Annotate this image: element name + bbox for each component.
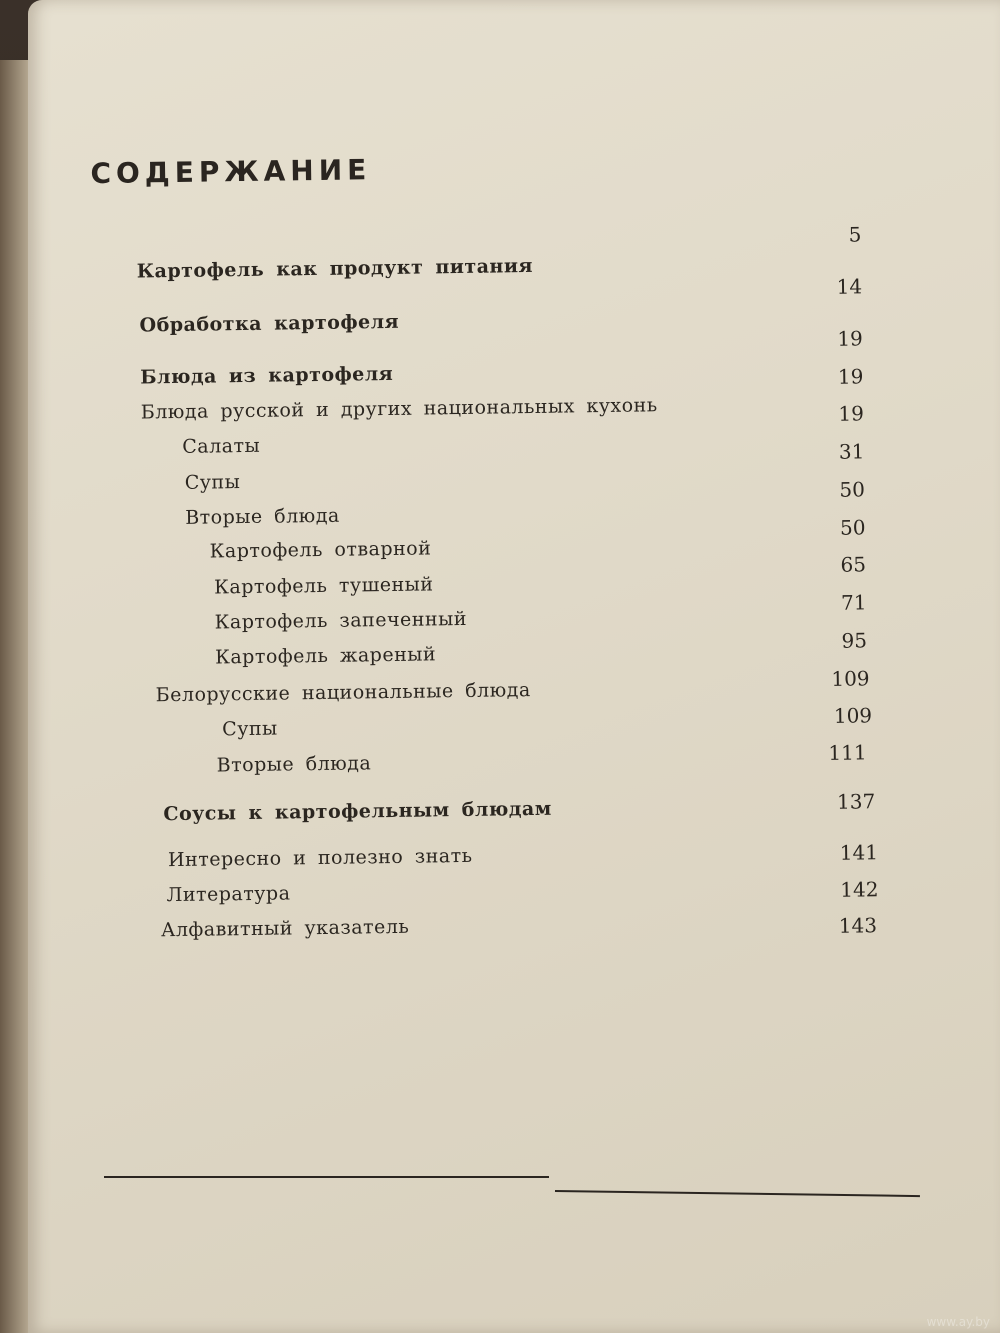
- toc-entry-page: 65: [840, 552, 867, 577]
- toc-entry-page: 95: [841, 628, 868, 653]
- toc-entry-page: 141: [839, 840, 879, 865]
- toc-entry-page: 71: [840, 590, 867, 615]
- toc-entry-title: Литература: [166, 882, 291, 907]
- toc-entry-title: Вторые блюда: [216, 752, 372, 777]
- toc-entry-page: 142: [840, 877, 879, 902]
- toc-entry-page: 109: [831, 666, 870, 691]
- watermark: www.ay.by: [926, 1315, 990, 1329]
- toc-entry-title: Супы: [184, 471, 241, 494]
- toc-entry-page: 31: [838, 439, 865, 464]
- toc-entry-page: 50: [839, 477, 866, 502]
- footer-rule-left: [104, 1176, 549, 1178]
- toc-entry-page: 111: [828, 740, 867, 765]
- contents-page: [28, 0, 1000, 1333]
- toc-entry-page: 19: [838, 401, 865, 426]
- toc-entry-page: 19: [837, 326, 863, 351]
- toc-entry-title: Соусы к картофельным блюдам: [163, 797, 552, 826]
- toc-entry-title: Вторые блюда: [185, 504, 340, 529]
- toc-entry-title: Белорусские национальные блюда: [155, 679, 531, 707]
- contents-block: [28, 0, 1000, 1333]
- toc-entry-title: Блюда русской и других национальных кухонь: [140, 394, 658, 424]
- toc-entry-page: 14: [836, 274, 863, 299]
- toc-entry-title: Алфавитный указатель: [160, 915, 410, 942]
- toc-entry-page: 137: [836, 789, 876, 814]
- toc-entry-title: Блюда из картофеля: [140, 362, 394, 389]
- toc-entry-page: 5: [848, 222, 862, 247]
- toc-entry-title: Обработка картофеля: [139, 310, 400, 337]
- toc-entry-page: 50: [839, 515, 866, 540]
- toc-entry-page: 109: [833, 703, 873, 728]
- toc-entry-page: 19: [837, 364, 864, 389]
- toc-entry-title: Картофель жареный: [215, 643, 437, 669]
- toc-entry-title: Супы: [222, 717, 278, 741]
- toc-entry-title: Картофель тушеный: [214, 573, 434, 599]
- toc-entry-title: Картофель запеченный: [214, 607, 468, 634]
- toc-entry-title: Картофель как продукт питания: [136, 254, 534, 283]
- contents-heading: СОДЕРЖАНИЕ: [90, 153, 372, 191]
- toc-entry-title: Салаты: [182, 434, 261, 458]
- toc-entry-title: Картофель отварной: [209, 537, 432, 563]
- toc-entry-title: Интересно и полезно знать: [167, 844, 473, 872]
- toc-entry-page: 143: [838, 913, 878, 938]
